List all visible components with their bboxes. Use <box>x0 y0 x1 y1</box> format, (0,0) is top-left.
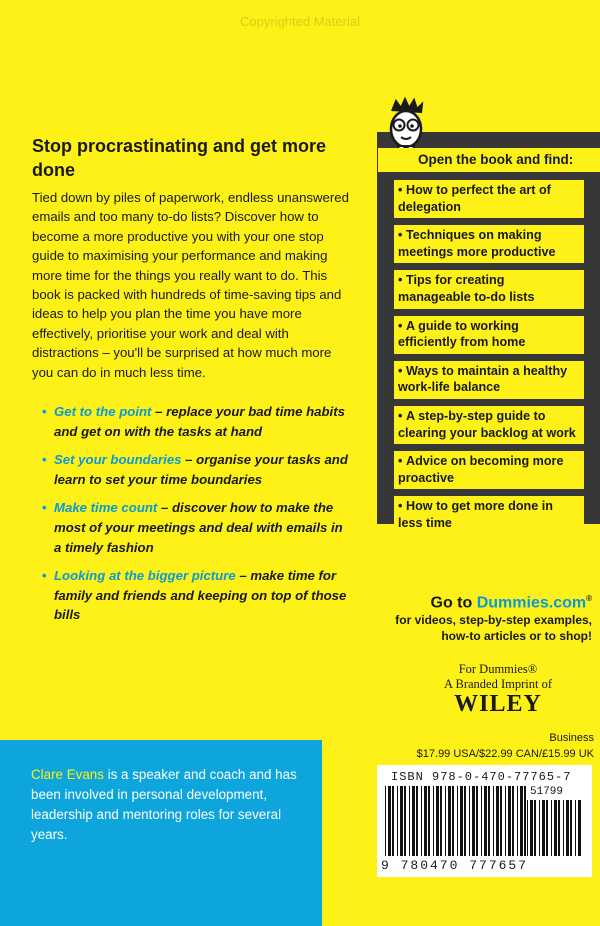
find-item-text: Advice on becoming more proactive <box>398 454 564 485</box>
imprint-line-1: For Dummies® <box>458 662 538 676</box>
barcode-bar <box>520 786 523 856</box>
find-list-item <box>394 496 584 534</box>
barcode-bar <box>575 800 576 856</box>
barcode-bar <box>464 786 466 856</box>
find-list-item <box>394 225 584 263</box>
headline: Stop procrastinating and get more done <box>32 136 327 180</box>
barcode-bar <box>440 786 442 856</box>
barcode-bar <box>563 800 564 856</box>
price-barcode <box>527 800 583 856</box>
dummies-link[interactable]: Dummies.com <box>476 594 587 612</box>
barcode-bar <box>508 786 511 856</box>
goto-subline-2: how-to articles or to shop! <box>441 629 592 644</box>
barcode-bar <box>484 786 487 856</box>
find-item-text: Techniques on making meetings more productive <box>398 228 556 259</box>
barcode-bar <box>551 800 552 856</box>
barcode-bar <box>566 800 569 856</box>
feature-term: Get to the point <box>54 404 152 419</box>
isbn-barcode <box>385 786 527 856</box>
barcode-bar <box>388 786 391 856</box>
find-item-text: How to perfect the art of delegation <box>398 183 551 214</box>
barcode-bar <box>392 786 394 856</box>
bullet-icon: • <box>398 408 403 423</box>
barcode-bar <box>460 786 463 856</box>
find-list-item <box>394 180 584 218</box>
feature-text: – replace your bad time habits and get on with the tasks at hand <box>54 404 345 439</box>
author-bio <box>31 765 316 845</box>
find-item-text: A step-by-step guide to clearing your backlog at work <box>398 408 576 440</box>
feature-text: – organise your tasks and learn to set your time boundaries <box>54 452 348 487</box>
bullet-icon: • <box>42 500 47 516</box>
barcode-bar <box>500 786 502 856</box>
find-list <box>394 180 584 542</box>
goto-subline-1: for videos, step-by-step examples, <box>395 613 592 628</box>
barcode-bar <box>421 786 422 856</box>
bullet-icon: • <box>42 452 47 468</box>
feature-bullet <box>42 450 350 489</box>
bullet-icon: • <box>42 404 47 419</box>
bullet-icon: • <box>42 568 47 584</box>
find-list-item <box>394 361 584 399</box>
find-item-text: How to get more done in less time <box>398 499 553 530</box>
dummies-promo <box>370 594 592 644</box>
copyright-watermark: Copyrighted Material <box>240 14 360 29</box>
registered-mark: ® <box>586 594 592 603</box>
imprint-text <box>388 662 600 692</box>
barcode-bar <box>554 800 557 856</box>
barcode-bar <box>404 786 406 856</box>
goto-prefix: Go to <box>430 594 477 612</box>
author-name: Clare Evans <box>31 767 104 782</box>
bullet-icon: • <box>398 183 403 197</box>
barcode-bar <box>488 786 490 856</box>
feature-bullet <box>42 498 350 557</box>
barcode-bar <box>412 786 415 856</box>
intro-paragraph: Tied down by piles of paperwork, endless unanswered emails and too many to-do lists? Discover how to become a more productive you with your one stop guide to maximising your performance and making more time for the things you really want to do. This book is packed with hundreds of time-saving tips and ideas to help you plan the time you have more effectively, prioritise your work and deal with distractions – you'll be surprised at how much more you can do in much less time. <box>32 190 349 380</box>
barcode-bar <box>416 786 418 856</box>
find-list-item <box>394 451 584 489</box>
find-list-item <box>394 316 584 354</box>
feature-text: – make time for family and friends and keeping on top of those bills <box>54 568 347 623</box>
barcode-bar <box>476 786 478 856</box>
wiley-logo: WILEY <box>454 691 542 717</box>
barcode-bar <box>542 800 545 856</box>
barcode-bar <box>457 786 458 856</box>
feature-term: Set your boundaries <box>54 452 182 468</box>
barcode-bar <box>481 786 482 856</box>
barcode-bar <box>433 786 434 856</box>
barcode-bar <box>539 800 540 856</box>
barcode-bar <box>534 800 536 856</box>
barcode-bar <box>527 800 528 856</box>
barcode-bar <box>436 786 439 856</box>
isbn-label: ISBN 978-0-470-77765-7 <box>391 770 572 784</box>
barcode-bar <box>530 800 533 856</box>
barcode-bar <box>570 800 572 856</box>
imprint-line-2: A Branded Imprint of <box>444 677 552 691</box>
barcode-bar <box>472 786 475 856</box>
price-label: $17.99 USA/$22.99 CAN/£15.99 UK <box>416 748 594 760</box>
barcode-bar <box>517 786 518 856</box>
addon-number: 51799 <box>530 786 564 798</box>
barcode-bar <box>512 786 514 856</box>
barcode-bar <box>493 786 494 856</box>
feature-term: Make time count <box>54 500 158 516</box>
feature-bullet-list <box>42 402 350 634</box>
bullet-icon: • <box>398 454 403 469</box>
bullet-icon: • <box>398 363 403 378</box>
barcode-bar <box>385 786 386 856</box>
feature-bullet <box>42 566 350 625</box>
bullet-icon: • <box>398 273 403 288</box>
bullet-icon: • <box>398 318 403 333</box>
find-item-text: A guide to working efficiently from home <box>398 318 526 350</box>
find-item-text: Tips for creating manageable to-do lists <box>398 273 535 304</box>
author-bio-text: is a speaker and coach and has been involved in personal development, leadership and mentoring roles for several years. <box>31 767 297 842</box>
barcode-bar <box>496 786 499 856</box>
barcode-bar <box>469 786 470 856</box>
bullet-icon: • <box>398 499 403 514</box>
feature-text: – discover how to make the most of your meetings and deal with emails in a timely fashion <box>54 500 343 555</box>
barcode-bar <box>400 786 403 856</box>
barcode-bar <box>445 786 446 856</box>
category-label: Business <box>549 732 594 744</box>
barcode-bar <box>524 786 526 856</box>
barcode-bar <box>558 800 560 856</box>
barcode-bar <box>505 786 506 856</box>
barcode-bar <box>428 786 430 856</box>
feature-bullet <box>42 402 350 441</box>
barcode-bar <box>452 786 454 856</box>
barcode-bar <box>448 786 451 856</box>
feature-term: Looking at the bigger picture <box>54 568 236 584</box>
barcode-bar <box>424 786 427 856</box>
barcode-bar <box>397 786 398 856</box>
bullet-icon: • <box>398 228 403 243</box>
panel-title: Open the book and find: <box>378 148 600 172</box>
barcode-bar <box>409 786 410 856</box>
barcode-bar <box>546 800 548 856</box>
barcode-bar <box>578 800 581 856</box>
isbn-number: 9 780470 777657 <box>381 858 529 873</box>
find-list-item <box>394 270 584 308</box>
find-item-text: Ways to maintain a healthy work-life balance <box>398 363 568 395</box>
find-list-item <box>394 406 584 444</box>
